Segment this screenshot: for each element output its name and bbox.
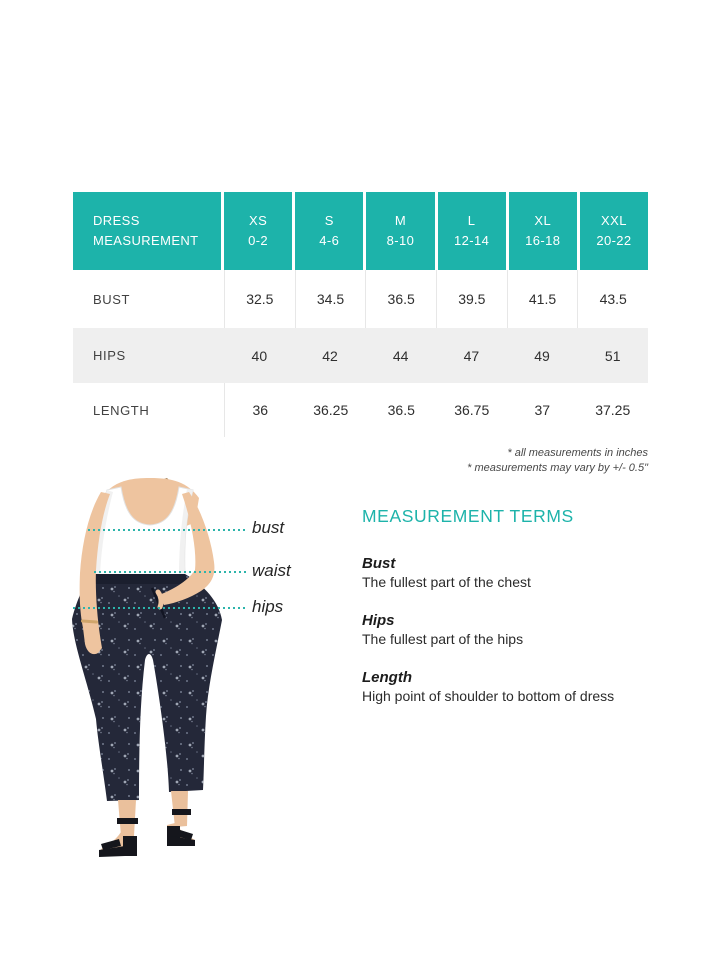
bust-value-xs: 32.5 [224, 270, 295, 328]
header-label-line2: MEASUREMENT [93, 233, 199, 248]
waist-label: waist [252, 561, 291, 580]
model-photo [55, 478, 245, 862]
term-definition: The fullest part of the chest [362, 574, 531, 590]
length-value-m: 36.5 [387, 402, 415, 418]
header-size-xl [509, 192, 577, 270]
size-label: XS [249, 212, 268, 228]
size-range: 12-14 [453, 233, 490, 248]
hips-guide-line [73, 607, 246, 609]
waistband [89, 574, 189, 584]
size-label: XXL [601, 212, 627, 228]
model-figure-illustration [55, 478, 245, 862]
terms-heading: MEASUREMENT TERMS [362, 506, 574, 526]
length-value-xl: 37 [534, 402, 551, 418]
size-range: 8-10 [386, 233, 415, 248]
right-shoe [167, 809, 195, 846]
measurement-notes [467, 446, 648, 476]
size-label: S [324, 212, 334, 228]
hips-value-s: 42 [322, 347, 338, 364]
note-variance: * measurements may vary by +/- 0.5" [467, 462, 648, 474]
header-label-line1: DRESS [93, 212, 140, 228]
bust-value-xxl: 43.5 [577, 270, 648, 328]
size-range: 4-6 [319, 233, 340, 248]
size-range: 16-18 [525, 233, 561, 248]
term-bust [362, 554, 672, 592]
waist-guide-line [94, 571, 246, 573]
note-inches: * all measurements in inches [507, 447, 648, 459]
table-row-hips [73, 328, 648, 383]
term-length [362, 668, 672, 706]
header-size-xxl [580, 192, 648, 270]
row-label: LENGTH [93, 402, 150, 418]
length-value-xxl: 37.25 [595, 402, 631, 418]
header-size-s [295, 192, 363, 270]
header-size-xs [224, 192, 292, 270]
term-name: Hips [362, 612, 395, 629]
hips-value-m: 44 [392, 347, 409, 364]
table-row-bust [73, 270, 648, 328]
hips-value-xxl: 51 [604, 347, 621, 364]
bust-label: bust [252, 518, 285, 537]
bust-value-l: 39.5 [436, 270, 507, 328]
length-value-s: 36.25 [313, 402, 349, 418]
table-row-length [73, 383, 648, 437]
bust-value-xl: 41.5 [507, 270, 578, 328]
bust-value-m: 36.5 [365, 270, 436, 328]
length-value-l: 36.75 [454, 402, 490, 418]
size-label: XL [534, 212, 552, 228]
row-label: HIPS [93, 348, 126, 363]
hips-label: hips [252, 597, 284, 616]
term-name: Bust [362, 555, 396, 572]
header-size-l [438, 192, 506, 270]
hips-value-xs: 40 [251, 347, 268, 364]
bust-guide-line [88, 529, 246, 531]
size-range: 0-2 [248, 233, 269, 248]
table-header-row [73, 192, 648, 270]
size-range: 20-22 [596, 233, 632, 248]
hips-value-l: 47 [463, 347, 480, 364]
term-definition: High point of shoulder to bottom of dress [362, 688, 615, 704]
size-label: M [394, 212, 407, 228]
measurement-terms-section [362, 506, 672, 725]
hips-value-xl: 49 [534, 347, 550, 364]
header-dress-measurement [73, 192, 221, 270]
length-value-xs: 36 [224, 383, 296, 437]
size-chart-table [73, 192, 648, 437]
term-name: Length [362, 669, 412, 686]
term-hips [362, 611, 672, 649]
size-label: L [467, 212, 476, 228]
header-size-m [366, 192, 434, 270]
row-label: BUST [93, 291, 131, 307]
bust-value-s: 34.5 [295, 270, 366, 328]
term-definition: The fullest part of the hips [362, 631, 524, 647]
